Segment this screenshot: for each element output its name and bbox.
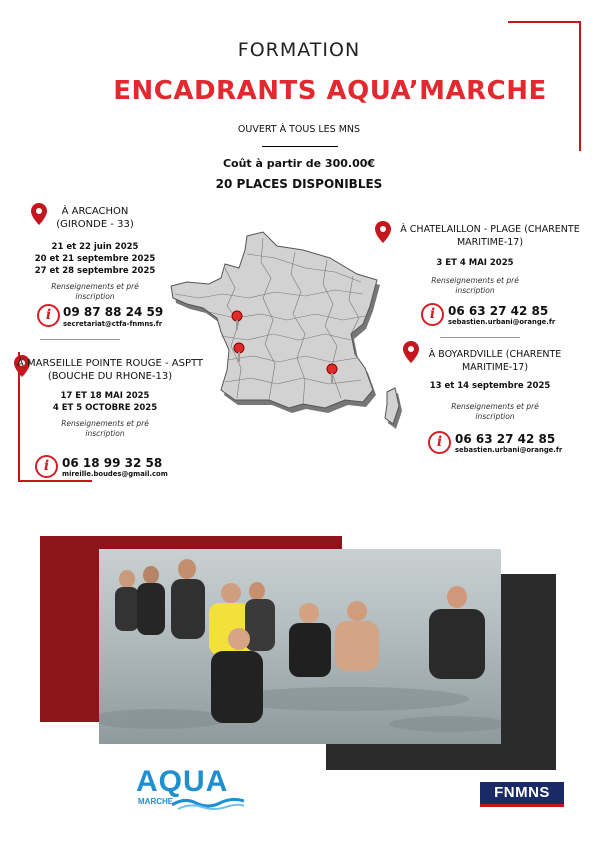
email-marseille[interactable]: mireille.boudes@gmail.com (62, 470, 168, 478)
date-line: 21 et 22 juin 2025 (51, 242, 139, 252)
email-chatelaillon[interactable]: sebastien.urbani@orange.fr (448, 318, 556, 326)
page-title: ENCADRANTS AQUA’MARCHE (113, 76, 547, 106)
divider (440, 337, 520, 338)
logo-text-aqua: AQUA (136, 765, 229, 798)
phone-marseille[interactable]: 06 18 99 32 58 (62, 456, 163, 470)
email-arcachon[interactable]: secretariat@ctfa-fnmns.fr (63, 320, 163, 328)
location-title-chatelaillon (392, 223, 588, 249)
wave-icon (172, 795, 244, 811)
dates-marseille (30, 390, 180, 414)
divider (262, 146, 338, 147)
dates-boyardville (415, 380, 565, 392)
info-label-line: inscription (475, 412, 515, 421)
info-label-line: Renseignements et pré (51, 282, 139, 291)
info-label-arcachon (20, 282, 170, 302)
date-line: 4 ET 5 OCTOBRE 2025 (52, 403, 158, 413)
location-title-boyardville (415, 348, 575, 374)
formation-label: FORMATION (237, 39, 361, 61)
info-label-line: Renseignements et pré (451, 402, 539, 411)
info-label-chatelaillon (410, 276, 540, 296)
date-line: 27 et 28 septembre 2025 (34, 266, 156, 276)
location-title-line: MARITIME-17) (461, 362, 529, 373)
info-icon: i (421, 303, 444, 326)
open-to-all: OUVERT À TOUS LES MNS (237, 124, 361, 135)
info-label-line: Renseignements et pré (61, 419, 149, 428)
price: Coût à partir de 300.00€ (222, 157, 376, 170)
location-title-line: (GIRONDE - 33) (56, 219, 134, 230)
location-title-arcachon (30, 205, 160, 231)
info-label-line: inscription (85, 429, 125, 438)
fnmns-logo: FNMNS (480, 782, 564, 807)
phone-chatelaillon[interactable]: 06 63 27 42 85 (448, 304, 549, 318)
info-icon: i (37, 304, 60, 327)
info-label-marseille (30, 419, 180, 439)
france-map (165, 228, 415, 438)
corner-line (18, 480, 92, 482)
location-title-line: (BOUCHE DU RHONE-13) (47, 371, 173, 382)
dates-chatelaillon (410, 257, 540, 269)
info-label-line: inscription (455, 286, 495, 295)
corner-line (508, 21, 581, 23)
location-title-line: À ARCACHON (61, 206, 129, 217)
info-label-line: inscription (75, 292, 115, 301)
email-boyardville[interactable]: sebastien.urbani@orange.fr (455, 446, 563, 454)
location-title-line: À BOYARDVILLE (CHARENTE (428, 349, 562, 360)
info-icon: i (35, 455, 58, 478)
date-line: 13 et 14 septembre 2025 (429, 381, 551, 391)
phone-arcachon[interactable]: 09 87 88 24 59 (63, 305, 164, 319)
info-label-boyardville (425, 402, 565, 422)
aqua-marche-logo (130, 765, 250, 815)
logo-text-marche: MARCHE (138, 797, 174, 806)
info-label-line: Renseignements et pré (431, 276, 519, 285)
location-title-line: À MARSEILLE POINTE ROUGE - ASPTT (16, 358, 204, 369)
date-line: 17 ET 18 MAI 2025 (60, 391, 150, 401)
location-title-line: À CHATELAILLON - PLAGE (CHARENTE (400, 224, 580, 235)
divider (40, 339, 120, 340)
places-available: 20 PLACES DISPONIBLES (215, 177, 383, 191)
group-photo (99, 549, 501, 744)
info-icon: i (428, 431, 451, 454)
location-title-marseille (15, 357, 205, 383)
location-title-line: MARITIME-17) (456, 237, 524, 248)
dates-arcachon (20, 241, 170, 277)
phone-boyardville[interactable]: 06 63 27 42 85 (455, 432, 556, 446)
location-pin-icon (374, 221, 392, 243)
date-line: 3 ET 4 MAI 2025 (436, 258, 514, 268)
date-line: 20 et 21 septembre 2025 (34, 254, 156, 264)
